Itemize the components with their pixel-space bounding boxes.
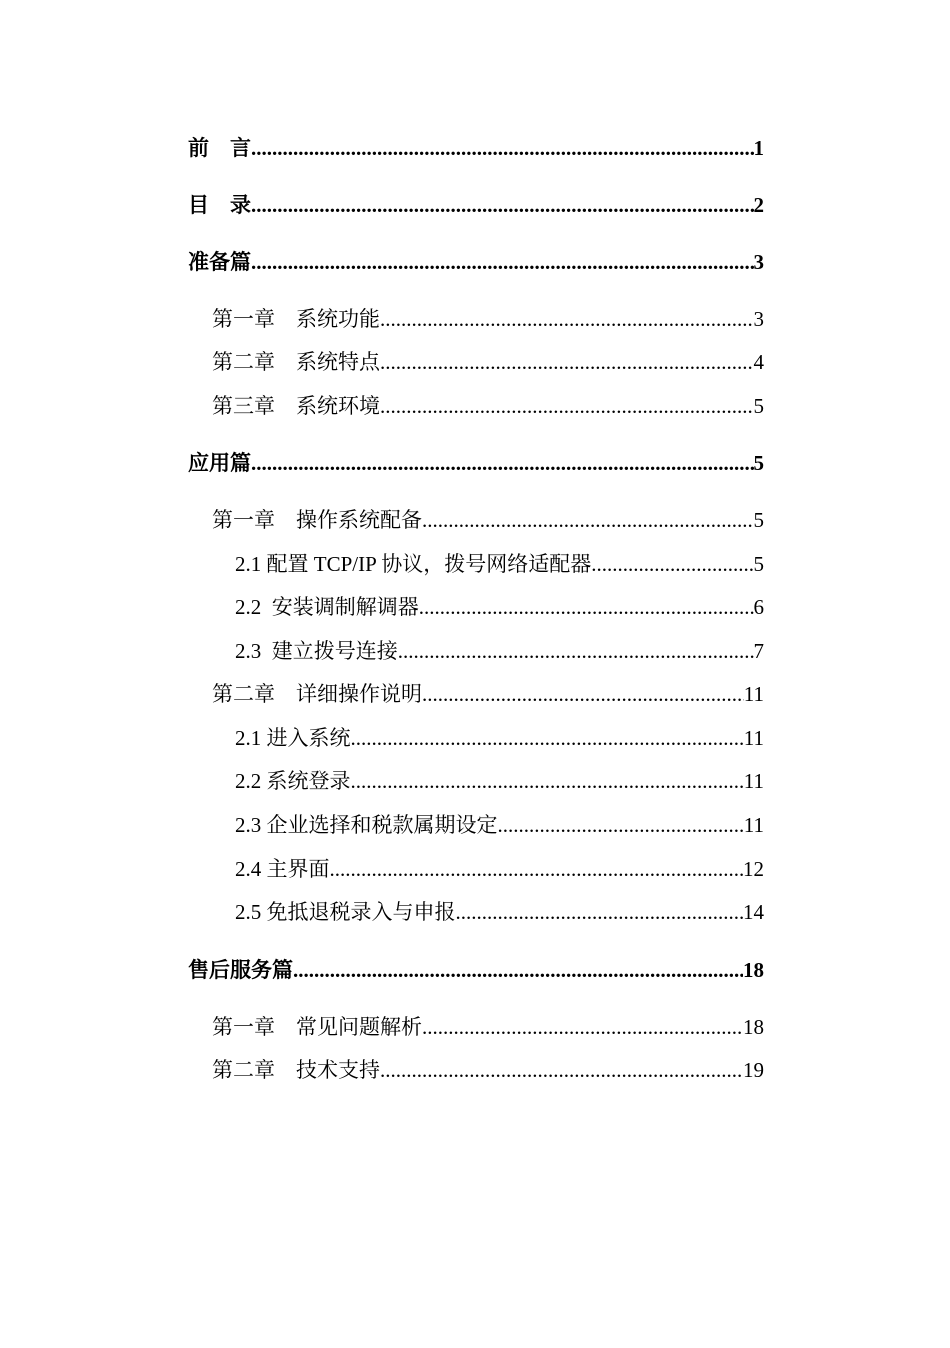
- toc-entry-preparation-part[interactable]: [188, 248, 764, 276]
- toc-entry-section[interactable]: [235, 767, 764, 795]
- toc-entry-title: 2.3 建立拨号连接: [235, 639, 398, 663]
- toc-page-number: 6: [753, 595, 764, 619]
- toc-dot-leader: [498, 811, 744, 839]
- toc-page-number: 19: [743, 1058, 764, 1082]
- toc-page-number: 2: [753, 193, 764, 217]
- toc-page-number: 11: [743, 769, 764, 793]
- toc-entry-title: 第二章 系统特点: [212, 350, 380, 374]
- toc-dot-leader: [251, 191, 754, 219]
- toc-dot-leader: [251, 449, 754, 477]
- toc-page-number: 1: [753, 136, 764, 160]
- toc-entry-title: 2.1 配置 TCP/IP 协议，拨号网络适配器: [235, 552, 592, 576]
- toc-entry-section[interactable]: [235, 811, 764, 839]
- toc-dot-leader: [380, 1056, 743, 1084]
- toc-entry-section[interactable]: [235, 637, 764, 665]
- toc-entry-title: 第一章 常见问题解析: [212, 1015, 422, 1039]
- toc-entry-title: 前 言: [188, 136, 251, 160]
- toc-page-number: 11: [743, 682, 764, 706]
- toc-entry-section[interactable]: [235, 550, 764, 578]
- toc-dot-leader: [422, 1013, 743, 1041]
- toc-entry-title: 应用篇: [188, 451, 251, 475]
- toc-dot-leader: [351, 724, 744, 752]
- toc-entry-title: 第三章 系统环境: [212, 394, 380, 418]
- toc-dot-leader: [380, 305, 754, 333]
- toc-page-number: 3: [753, 307, 764, 331]
- toc-page-number: 5: [753, 394, 764, 418]
- toc-dot-leader: [351, 767, 744, 795]
- toc-entry-section[interactable]: [235, 898, 764, 926]
- toc-entry-title: 售后服务篇: [188, 958, 293, 982]
- toc-entry-title: 准备篇: [188, 250, 251, 274]
- toc-page-number: 18: [743, 958, 764, 982]
- toc-entry-title: 目 录: [188, 193, 251, 217]
- toc-page-number: 7: [753, 639, 764, 663]
- toc-entry-title: 2.4 主界面: [235, 857, 330, 881]
- toc-entry-preface[interactable]: [188, 134, 764, 162]
- toc-page-number: 5: [753, 552, 764, 576]
- toc-dot-leader: [419, 593, 754, 621]
- toc-page-number: 11: [743, 813, 764, 837]
- toc-page-number: 18: [743, 1015, 764, 1039]
- toc-entry-title: 2.3 企业选择和税款属期设定: [235, 813, 498, 837]
- toc-page-number: 12: [743, 857, 764, 881]
- toc-entry-chapter[interactable]: [212, 506, 764, 534]
- toc-entry-title: 第二章 技术支持: [212, 1058, 380, 1082]
- toc-entry-after-sales-part[interactable]: [188, 956, 764, 984]
- toc-dot-leader: [422, 680, 744, 708]
- toc-entry-section[interactable]: [235, 593, 764, 621]
- toc-dot-leader: [380, 348, 754, 376]
- toc-dot-leader: [456, 898, 744, 926]
- toc-page-number: 3: [753, 250, 764, 274]
- toc-entry-application-part[interactable]: [188, 449, 764, 477]
- toc-entry-chapter[interactable]: [212, 1056, 764, 1084]
- toc-page-number: 14: [743, 900, 764, 924]
- toc-entry-chapter[interactable]: [212, 1013, 764, 1041]
- toc-entry-title: 第一章 系统功能: [212, 307, 380, 331]
- toc-entry-chapter[interactable]: [212, 680, 764, 708]
- toc-entry-contents[interactable]: [188, 191, 764, 219]
- toc-page-number: 4: [753, 350, 764, 374]
- toc-page-number: 5: [753, 508, 764, 532]
- toc-dot-leader: [380, 392, 754, 420]
- toc-entry-chapter[interactable]: [212, 305, 764, 333]
- toc-entry-title: 2.2 安装调制解调器: [235, 595, 419, 619]
- toc-entry-chapter[interactable]: [212, 348, 764, 376]
- toc-page-number: 5: [753, 451, 764, 475]
- toc-dot-leader: [293, 956, 743, 984]
- toc-dot-leader: [398, 637, 754, 665]
- toc-entry-chapter[interactable]: [212, 392, 764, 420]
- toc-dot-leader: [591, 550, 753, 578]
- toc-dot-leader: [251, 134, 754, 162]
- toc-entry-title: 2.1 进入系统: [235, 726, 351, 750]
- toc-dot-leader: [422, 506, 754, 534]
- toc-entry-title: 第二章 详细操作说明: [212, 682, 422, 706]
- toc-entry-title: 2.2 系统登录: [235, 769, 351, 793]
- toc-entry-title: 第一章 操作系统配备: [212, 508, 422, 532]
- toc-page-number: 11: [743, 726, 764, 750]
- toc-dot-leader: [330, 855, 744, 883]
- toc-entry-title: 2.5 免抵退税录入与申报: [235, 900, 456, 924]
- toc-dot-leader: [251, 248, 754, 276]
- toc-entry-section[interactable]: [235, 855, 764, 883]
- toc-entry-section[interactable]: [235, 724, 764, 752]
